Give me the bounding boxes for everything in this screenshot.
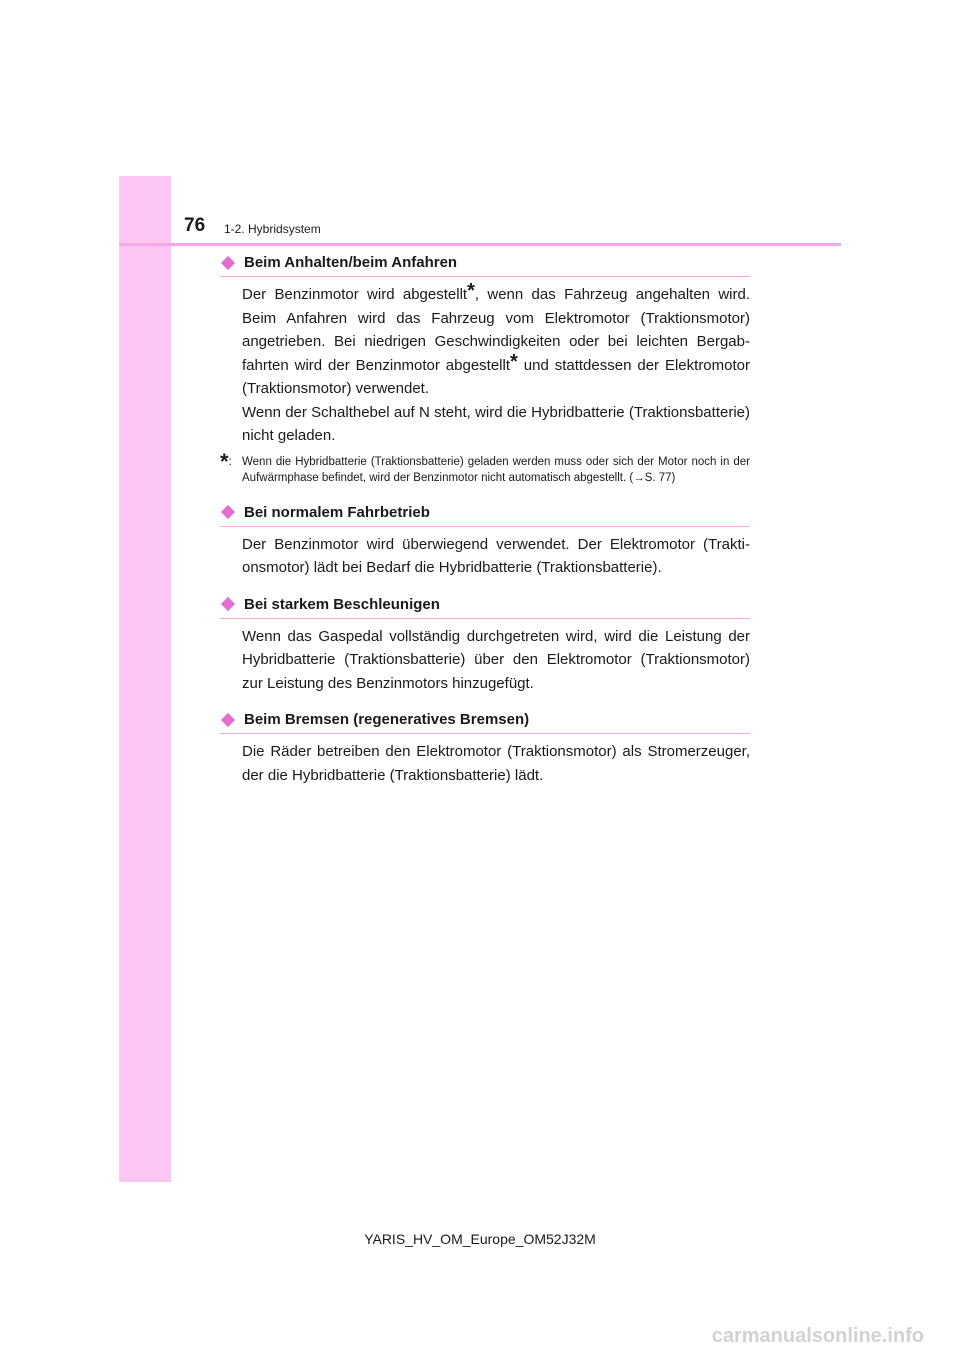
footnote-star: *: [220, 448, 229, 474]
chapter-title: 1-2. Hybridsystem: [224, 222, 321, 236]
section-heading: [220, 707, 750, 734]
footnote-text: Wenn die Hybridbatterie (Traktionsbatterie) geladen werden muss oder sich der Motor noch in der Aufwärmphase befindet, wird der Benzinmotor nicht automatisch abgestellt. (→S. 77): [242, 455, 750, 484]
page-content: [220, 250, 750, 787]
section-heading-text: Beim Anhalten/beim Anfahren: [244, 254, 458, 271]
section-heading-text: Beim Bremsen (regeneratives Bremsen): [244, 711, 530, 728]
text-run: und stattdessen der Elektromotor (Traktionsmotor) verwendet.: [242, 356, 750, 397]
section-bremsen: [220, 707, 750, 787]
paragraph: Wenn der Schalthebel auf N steht, wird die Hybridbatterie (Traktionsbatterie) nicht geladen.: [242, 403, 750, 444]
section-beschleunigen: [220, 592, 750, 696]
chapter-sidebar-band: [119, 176, 171, 1182]
section-heading-text: Bei normalem Fahrbetrieb: [244, 503, 430, 521]
watermark: carmanualsonline.info: [711, 1325, 924, 1347]
footnote: [220, 448, 750, 486]
section-heading-text: Bei starkem Beschleunigen: [244, 595, 440, 613]
section-body: [242, 625, 750, 696]
page-number: 76: [184, 215, 206, 236]
section-anhalten: [220, 250, 750, 486]
diamond-bullet-icon: [221, 255, 235, 269]
footnote-marker: [220, 448, 242, 486]
paragraph: Wenn das Gaspedal vollständig durchgetreten wird, wird die Leistung der Hybridbatterie (Traktionsbatterie) über den Elektromotor (Traktionsmotor) zur Leistung des Benzinmotors hinzugefügt.: [242, 627, 750, 692]
diamond-bullet-icon: [221, 712, 235, 726]
footnote-ref: *: [467, 280, 475, 302]
section-heading: [220, 500, 750, 527]
paragraph: Die Räder betreiben den Elektromotor (Traktionsmotor) als Stromerzeuger, der die Hybridbatterie (Traktionsbatterie) lädt.: [242, 743, 750, 784]
diamond-bullet-icon: [221, 597, 235, 611]
footnote-colon: :: [228, 455, 232, 468]
document-code: YARIS_HV_OM_Europe_OM52J32M: [364, 1231, 596, 1247]
header-rule: [119, 243, 841, 246]
section-body: [242, 533, 750, 580]
section-body: [242, 280, 751, 448]
text-run: , wenn das Fahrzeug angehalten wird. Beim Anfahren wird das Fahrzeug vom Elektromotor (Traktionsmotor) angetrieben. Bei niedrigen Geschwindigkeiten oder bei leichten Bergabfahrten wird der Benzinmotor abgestellt: [242, 286, 751, 374]
section-body: [242, 740, 750, 787]
section-heading: [220, 250, 750, 277]
diamond-bullet-icon: [221, 505, 235, 519]
section-heading: [220, 592, 750, 619]
paragraph: [242, 280, 751, 401]
paragraph: Der Benzinmotor wird überwiegend verwendet. Der Elektromotor (Traktionsmotor) lädt bei Bedarf die Hybridbatterie (Traktionsbatterie).: [242, 535, 750, 576]
text-run: Der Benzinmotor wird abgestellt: [242, 286, 468, 303]
section-normalbetrieb: [220, 500, 750, 580]
footnote-ref: *: [510, 350, 518, 373]
